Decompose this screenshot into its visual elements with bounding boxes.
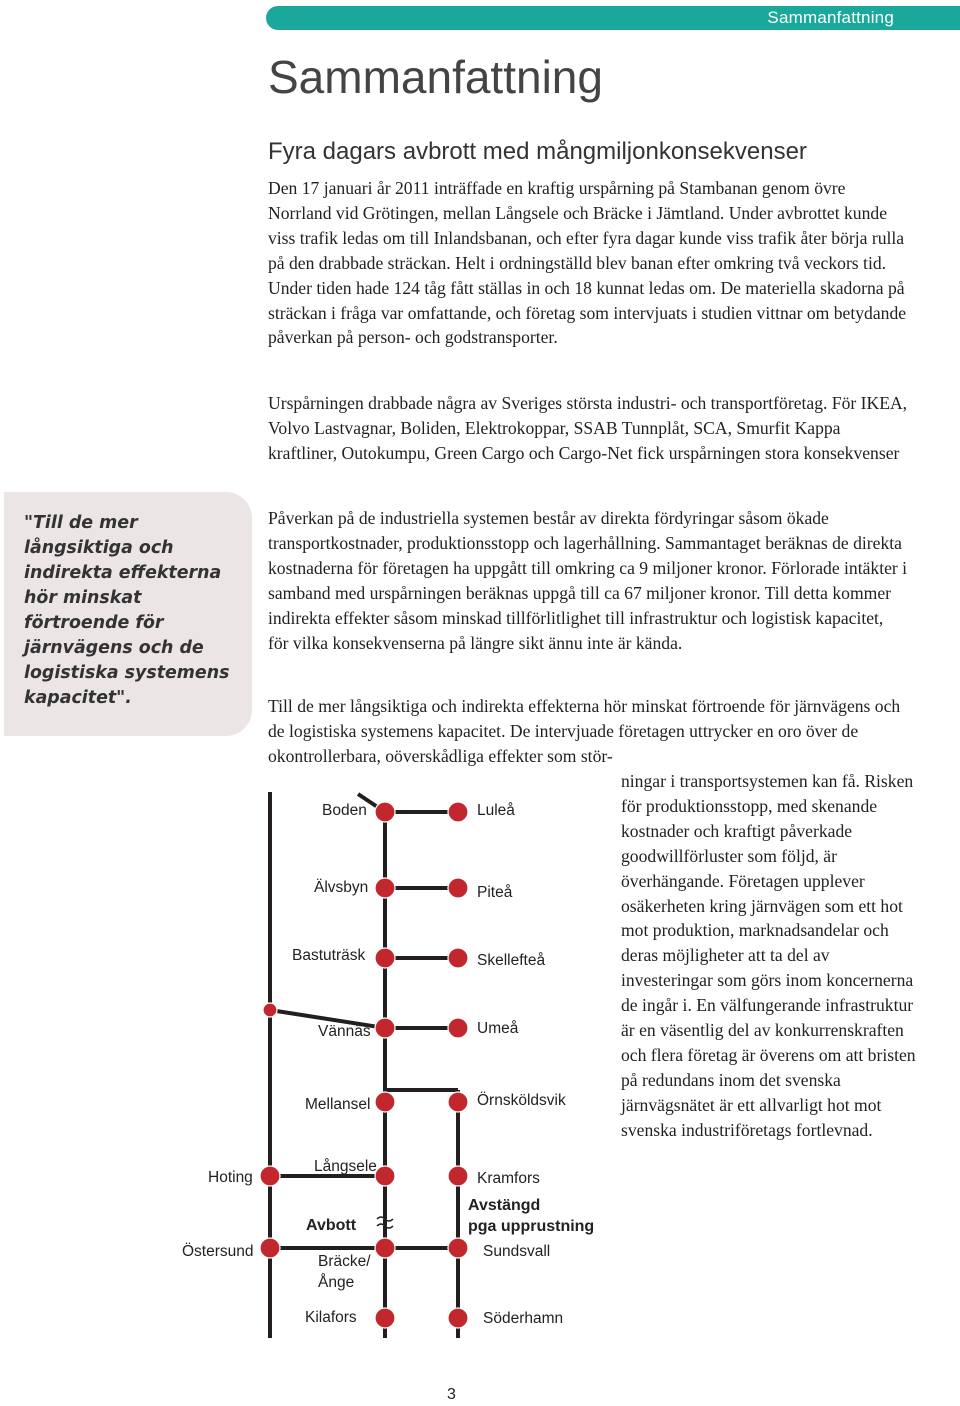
label-bracke: Bräcke/ — [318, 1253, 371, 1270]
label-vannas: Vännäs — [318, 1023, 371, 1040]
station-lulea — [448, 802, 468, 822]
station-soderhamn — [448, 1308, 468, 1328]
station-hoting — [260, 1166, 280, 1186]
label-ange: Ånge — [318, 1274, 355, 1291]
label-closed-line2: pga upprustning — [468, 1218, 595, 1235]
section-header-label: Sammanfattning — [767, 8, 894, 27]
page-number: 3 — [447, 1386, 456, 1403]
label-pitea: Piteå — [477, 884, 513, 901]
station-umea — [448, 1018, 468, 1038]
paragraph-companies: Urspårningen drabbade några av Sveriges största industri- och transportföretag. För IKEA, Volvo Lastvagnar, Boliden, Elektrokoppar, SSAB Tunnplåt, SCA, Smurfit Kappa kraftliner, Outokumpu, Green Cargo och Cargo-Net fick urspårningen stora konsekvenser — [268, 393, 908, 463]
label-bastutrask: Bastuträsk — [292, 947, 366, 964]
paragraph-costs: Påverkan på de industriella systemen består av direkta fördyringar såsom ökade transportkostnader, produktionsstopp och lagerhållning. Sammantaget beräknas de direkta kostnaderna för företagen ha uppgått till omkring ca 9 miljoner kronor. Förlorade intäkter i samband med urspårningen beräknas uppgå till ca 67 miljoner kronor. Till detta kommer indirekta effekter såsom minskad tillförlitlighet till infrastruktur och logistisk kapacitet, för vilka konsekvenserna på längre sikt ännu inte är kända. — [268, 508, 908, 653]
station-inland-junction — [263, 1003, 277, 1017]
label-lulea: Luleå — [477, 802, 515, 819]
station-kilafors — [375, 1308, 395, 1328]
station-ostersund — [260, 1238, 280, 1258]
label-langsele: Långsele — [314, 1158, 377, 1175]
label-skelleftea: Skellefteå — [477, 952, 546, 969]
pull-quote-text: "Till de mer långsiktiga och indirekta effekterna hör minskat förtroende för järnvägens och de logistiska systemens kapacitet". — [24, 513, 230, 708]
label-boden: Boden — [322, 802, 367, 819]
label-hoting: Hoting — [208, 1169, 253, 1186]
label-ostersund: Östersund — [182, 1243, 254, 1260]
station-skelleftea — [448, 948, 468, 968]
page-title: Sammanfattning — [268, 51, 603, 103]
label-sundsvall: Sundsvall — [483, 1243, 551, 1260]
label-kilafors: Kilafors — [305, 1309, 357, 1326]
station-bastutrask — [375, 948, 395, 968]
station-boden — [375, 802, 395, 822]
station-alvsbyn — [375, 878, 395, 898]
label-closed-line1: Avstängd — [468, 1197, 541, 1214]
station-pitea — [448, 878, 468, 898]
paragraph-intro: Den 17 januari år 2011 inträffade en kraftig urspårning på Stambanan genom övre Norrland vid Grötingen, mellan Långsele och Bräcke i Jämtland. Under avbrottet kunde viss trafik ledas om till Inlandsbanan, och efter fyra dagar kunde viss trafik åter börja rulla på den drabbade sträckan. Helt i ordningställd blev banan efter omkring två veckors tid. Under tiden hade 124 tåg fått ställas in och 18 kunnat ledas om. De materiella skadorna på sträckan i fråga var omfattande, och företag som intervjuats i studien vittnar om betydande påverkan på person- och godstransporter. — [268, 178, 907, 348]
station-bracke — [375, 1238, 395, 1258]
section-subtitle: Fyra dagars avbrott med mångmiljonkonsekvenser — [268, 138, 807, 165]
label-alvsbyn: Älvsbyn — [314, 879, 369, 896]
station-sundsvall — [448, 1238, 468, 1258]
label-mellansel: Mellansel — [305, 1096, 371, 1113]
label-avbrott: Avbott — [306, 1217, 357, 1234]
label-kramfors: Kramfors — [477, 1170, 540, 1187]
label-umea: Umeå — [477, 1020, 519, 1037]
label-ornskoldsvik: Örnsköldsvik — [477, 1092, 566, 1109]
station-ornskoldsvik — [448, 1092, 468, 1112]
label-soderhamn: Söderhamn — [483, 1310, 564, 1327]
station-mellansel — [375, 1092, 395, 1112]
paragraph-longterm: Till de mer långsiktiga och indirekta effekterna hör minskat förtroende för järnvägens och de logistiska systemens kapacitet. De intervjuade företagen uttrycker en oro över de okontrollerbara, oöverskådliga effekter som stör- — [268, 696, 901, 766]
station-langsele — [375, 1166, 395, 1186]
paragraph-risks: ningar i transportsystemen kan få. Risken för produktionsstopp, med skenande kostnader och kraftigt påverkade goodwillförluster som följd, är överhängande. Företagen upplever osäkerheten kring järnvägen som ett hot mot produktion, marknadsandelar och deras möjligheter att ta del av investeringar som görs inom koncernerna de ingår i. En välfungerande infrastruktur är en väsentlig del av konkurrenskraften och flera företag är överens om att bristen på redundans inom det svenska järnvägsnätet är ett allvarligt hot mot svenska industriföretags fortlevnad. — [621, 771, 916, 1140]
station-kramfors — [448, 1166, 468, 1186]
station-vannas — [375, 1018, 395, 1038]
